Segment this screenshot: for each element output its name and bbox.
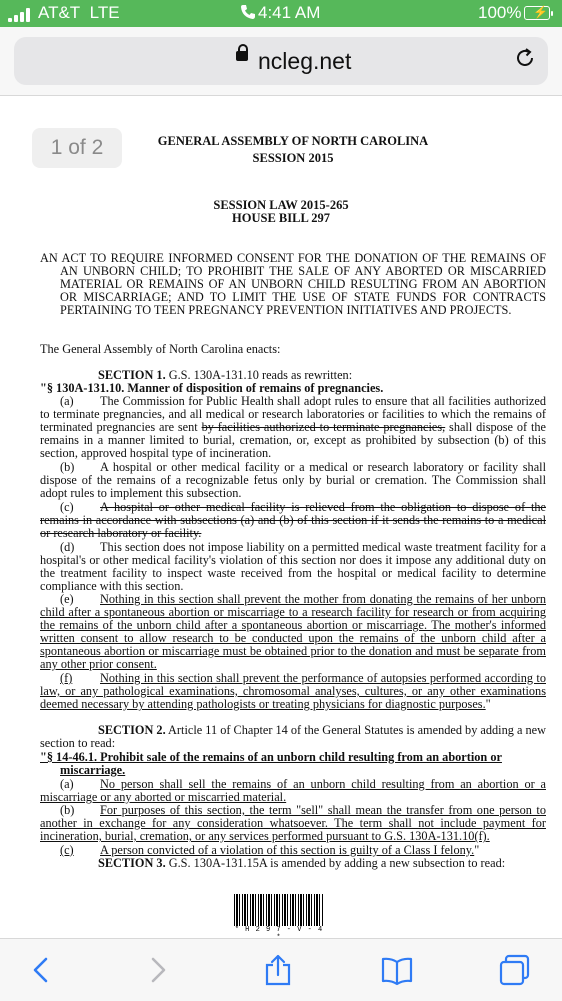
pdf-document-view[interactable] (0, 96, 562, 938)
subsection-a: (a) The Commission for Public Health shall adopt rules to ensure that all facilities authorized to terminate pregnancies, and all medical or research laboratories or facilities to which the remains of terminated pregnancies are sent by facilities authorized to terminate pregnancies, shall dispose of the remains in a manner limited to burial, cremation, or, except as prohibited by subsection (b) of this section, approved hospital type of incineration. (40, 394, 547, 461)
section-3-label: SECTION 3. (98, 856, 166, 870)
barcode-text: * H 2 9 7 - V - 4 * (234, 926, 324, 938)
header-line-1: GENERAL ASSEMBLY OF NORTH CAROLINA (157, 134, 429, 148)
share-icon[interactable] (261, 953, 295, 987)
back-icon[interactable] (24, 953, 58, 987)
network-label: LTE (89, 3, 120, 22)
reload-icon[interactable] (514, 47, 536, 69)
status-time: 4:41 AM (258, 3, 321, 22)
carrier-label: AT&T LTE (38, 3, 120, 22)
section-1-label: SECTION 1. (98, 368, 166, 382)
house-bill-line: HOUSE BILL 297 (232, 211, 330, 225)
session-law-line: SESSION LAW 2015-265 (213, 198, 349, 212)
header-line-2: SESSION 2015 (252, 151, 334, 165)
address-bar[interactable] (14, 37, 548, 85)
section-2-intro: SECTION 2. Article 11 of Chapter 14 of the General Statutes is amended by adding a new section to read: (40, 723, 546, 751)
url-domain[interactable]: ncleg.net (258, 48, 352, 74)
enacting-clause: The General Assembly of North Carolina enacts: (40, 342, 281, 356)
subsection-d: (d) This section does not impose liability on a permitted medical waste treatment facility for a hospital's or other medical facility's violation of this section nor does it impose any additional duty on the treatment facility to inspect waste received from the hospital or medical facility to determine compliance with this section. (40, 540, 546, 594)
section-3-intro: SECTION 3. G.S. 130A-131.15A is amended by adding a new subsection to read: (98, 856, 506, 870)
tabs-icon[interactable] (498, 953, 532, 987)
section-2-label: SECTION 2. (98, 723, 166, 737)
subsection-e-new: (e) Nothing in this section shall prevent the mother from donating the remains of her unborn child after a spontaneous abortion or miscarriage to a research facility for research or from acquiring the remains of the unborn child after a spontaneous abortion or miscarriage. The mother's informed written consent to allow research to be conducted upon the remains of the unborn child after a spontaneous abortion or miscarriage must be obtained prior to the donation and must be separate from any other prior consent. (40, 592, 546, 672)
phone-icon (240, 4, 256, 25)
status-bar (0, 0, 562, 27)
lock-icon (236, 51, 248, 61)
section-2-heading: "§ 14-46.1. Prohibit sale of the remains of an unborn child resulting from an abortion or miscarriage. (40, 750, 502, 778)
section-1-heading: "§ 130A-131.10. Manner of disposition of remains of pregnancies. (40, 381, 384, 395)
browser-top-bar (0, 27, 562, 96)
page-indicator: 1 of 2 (32, 128, 122, 168)
browser-toolbar (0, 938, 562, 1001)
battery-percent: 100% (478, 3, 522, 22)
s2-subsection-b: (b) For purposes of this section, the term "sell" shall mean the transfer from one person to another in exchange for any consideration whatsoever. The term shall not include payment for incineration, burial, cremation, or any services performed pursuant to G.S. 130A-131.10(f). (40, 803, 546, 844)
barcode (234, 894, 324, 938)
act-title: AN ACT TO REQUIRE INFORMED CONSENT FOR THE DONATION OF THE REMAINS OF AN UNBORN CHILD; TO PROHIBIT THE SALE OF ANY ABORTED OR MISCARRIED MATERIAL OR REMAINS OF AN UNBORN CHILD RESULTING FROM AN ABORTION OR MISCARRIAGE; AND TO LIMIT THE USE OF STATE FUNDS FOR CONTRACTS PERTAINING TO TEEN PREGNANCY PREVENTION INITIATIVES AND PROJECTS. (40, 251, 546, 318)
s2-subsection-a: (a) No person shall sell the remains of an unborn child resulting from an abortion or a miscarriage or any aborted or miscarried material. (40, 777, 546, 805)
s2-subsection-c: (c) A person convicted of a violation of this section is guilty of a Class I felony." (60, 843, 480, 857)
subsection-c-deleted: (c) A hospital or other medical facility is relieved from the obligation to dispose of the remains in accordance with subsections (a) and (b) of this section if it sends the remains to a medical or research laboratory or facility. (40, 500, 546, 541)
section-1-intro: SECTION 1. G.S. 130A-131.10 reads as rewritten: (98, 368, 353, 382)
forward-icon[interactable] (141, 953, 175, 987)
battery-icon: ⚡ (524, 6, 550, 20)
bookmarks-icon[interactable] (380, 953, 414, 987)
subsection-f-new: (f) Nothing in this section shall prevent the performance of autopsies performed according to law, or any pathological examinations, chromosomal analyses, cultures, or any other examinations deemed necessary by attending pathologists or treating physicians for diagnostic purposes." (40, 671, 546, 712)
barcode-bars (234, 894, 324, 926)
subsection-b: (b) A hospital or other medical facility or a medical or research laboratory or facility shall dispose of the remains of a recognizable fetus only by burial or cremation. The Commission shall adopt rules to implement this subsection. (40, 460, 546, 501)
